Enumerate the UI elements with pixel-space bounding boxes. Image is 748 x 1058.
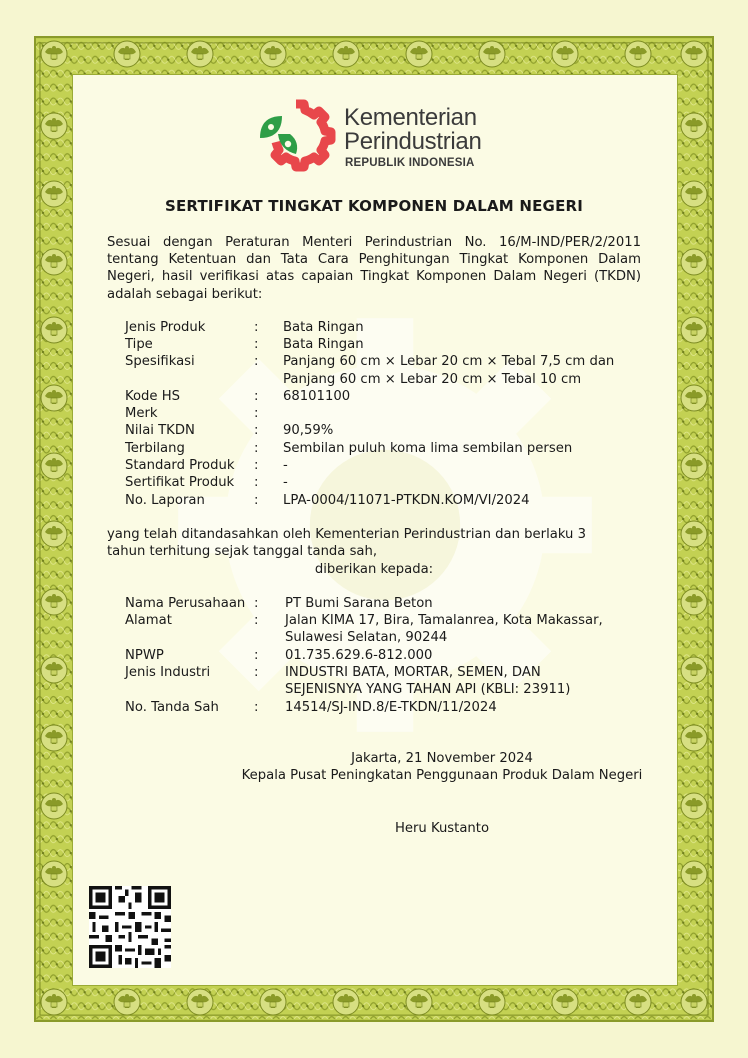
garuda-emblem-icon bbox=[625, 41, 651, 67]
garuda-emblem-icon bbox=[187, 41, 213, 67]
signature-position: Kepala Pusat Peningkatan Penggunaan Produk Dalam Negeri bbox=[241, 768, 643, 783]
garuda-emblem-icon bbox=[681, 317, 707, 343]
value: Bata Ringan bbox=[283, 337, 364, 352]
validity-line-1: yang telah ditandasahkan oleh Kementerian Perindustrian dan berlaku 3 bbox=[107, 527, 586, 542]
garuda-emblem-icon bbox=[406, 41, 432, 67]
label: No. Tanda Sah bbox=[125, 700, 219, 715]
garuda-emblem-icon bbox=[552, 989, 578, 1015]
garuda-emblem-icon bbox=[681, 113, 707, 139]
garuda-emblem-icon bbox=[41, 657, 67, 683]
value: Bata Ringan bbox=[283, 320, 364, 335]
label: Merk bbox=[125, 406, 158, 421]
value: - bbox=[283, 458, 288, 473]
garuda-emblem-icon bbox=[41, 453, 67, 479]
value: Panjang 60 cm × Lebar 20 cm × Tebal 7,5 cm dan bbox=[283, 354, 615, 369]
garuda-emblem-icon bbox=[681, 657, 707, 683]
garuda-emblem-icon bbox=[41, 793, 67, 819]
garuda-emblem-icon bbox=[479, 989, 505, 1015]
garuda-emblem-icon bbox=[187, 989, 213, 1015]
garuda-emblem-icon bbox=[681, 989, 707, 1015]
garuda-emblem-icon bbox=[41, 989, 67, 1015]
colon: : bbox=[254, 665, 259, 680]
garuda-emblem-icon bbox=[681, 589, 707, 615]
value: INDUSTRI BATA, MORTAR, SEMEN, DAN bbox=[285, 665, 541, 680]
garuda-emblem-icon bbox=[41, 589, 67, 615]
value: 01.735.629.6-812.000 bbox=[285, 648, 433, 663]
logo-line-1: Kementerian bbox=[344, 104, 477, 131]
garuda-emblem-icon bbox=[681, 725, 707, 751]
garuda-emblem-icon bbox=[114, 989, 140, 1015]
value: 90,59% bbox=[283, 423, 334, 438]
label: Jenis Produk bbox=[125, 320, 206, 335]
value: 68101100 bbox=[283, 389, 351, 404]
label: NPWP bbox=[125, 648, 164, 663]
garuda-emblem-icon bbox=[41, 725, 67, 751]
intro-paragraph: Sesuai dengan Peraturan Menteri Perindustrian No. 16/M-IND/PER/2/2011 tentang Ketentuan dan Tata Cara Penghitungan Tingkat Komponen Dalam Negeri, hasil verifikasi atas capaian Tingkat Komponen Dalam Negeri (TKDN) adalah sebagai berikut: bbox=[107, 235, 641, 302]
garuda-emblem-icon bbox=[41, 249, 67, 275]
colon: : bbox=[254, 458, 259, 473]
label: No. Laporan bbox=[125, 493, 205, 508]
garuda-emblem-icon bbox=[681, 521, 707, 547]
garuda-emblem-icon bbox=[41, 113, 67, 139]
colon: : bbox=[254, 354, 259, 369]
validity-line-2: tahun terhitung sejak tanggal tanda sah, bbox=[107, 544, 378, 559]
garuda-emblem-icon bbox=[681, 793, 707, 819]
label: Spesifikasi bbox=[125, 354, 195, 369]
garuda-emblem-icon bbox=[681, 861, 707, 887]
label: Nilai TKDN bbox=[125, 423, 195, 438]
garuda-emblem-icon bbox=[681, 249, 707, 275]
signature-name: Heru Kustanto bbox=[394, 821, 490, 836]
label: Kode HS bbox=[125, 389, 181, 404]
gear-logo-icon bbox=[252, 98, 342, 174]
value: 14514/SJ-IND.8/E-TKDN/11/2024 bbox=[285, 700, 497, 715]
value: Panjang 60 cm × Lebar 20 cm × Tebal 10 cm bbox=[283, 372, 582, 387]
ministry-logo bbox=[252, 98, 502, 174]
label: Terbilang bbox=[125, 441, 185, 456]
value: PT Bumi Sarana Beton bbox=[285, 596, 433, 611]
given-to: diberikan kepada: bbox=[314, 562, 434, 577]
logo-line-2: Perindustrian bbox=[344, 128, 482, 155]
colon: : bbox=[254, 596, 259, 611]
garuda-emblem-icon bbox=[681, 453, 707, 479]
garuda-emblem-icon bbox=[333, 989, 359, 1015]
garuda-emblem-icon bbox=[479, 41, 505, 67]
garuda-emblem-icon bbox=[41, 385, 67, 411]
garuda-emblem-icon bbox=[681, 41, 707, 67]
colon: : bbox=[254, 648, 259, 663]
garuda-emblem-icon bbox=[406, 989, 432, 1015]
garuda-emblem-icon bbox=[114, 41, 140, 67]
colon: : bbox=[254, 441, 259, 456]
garuda-emblem-icon bbox=[333, 41, 359, 67]
label: Standard Produk bbox=[125, 458, 235, 473]
colon: : bbox=[254, 493, 259, 508]
colon: : bbox=[254, 320, 259, 335]
value: - bbox=[283, 475, 288, 490]
value: SEJENISNYA YANG TAHAN API (KBLI: 23911) bbox=[285, 682, 571, 697]
value: Sembilan puluh koma lima sembilan persen bbox=[283, 441, 573, 456]
colon: : bbox=[254, 337, 259, 352]
value: Jalan KIMA 17, Bira, Tamalanrea, Kota Makassar, bbox=[285, 613, 603, 628]
certificate-title: SERTIFIKAT TINGKAT KOMPONEN DALAM NEGERI bbox=[164, 197, 584, 215]
garuda-emblem-icon bbox=[41, 861, 67, 887]
garuda-emblem-icon bbox=[41, 317, 67, 343]
colon: : bbox=[254, 700, 259, 715]
value: Sulawesi Selatan, 90244 bbox=[285, 630, 448, 645]
colon: : bbox=[254, 389, 259, 404]
garuda-emblem-icon bbox=[41, 41, 67, 67]
garuda-emblem-icon bbox=[260, 989, 286, 1015]
qr-code-icon bbox=[89, 886, 171, 968]
colon: : bbox=[254, 406, 259, 421]
signature-place-date: Jakarta, 21 November 2024 bbox=[351, 751, 533, 766]
garuda-emblem-icon bbox=[260, 41, 286, 67]
label: Sertifikat Produk bbox=[125, 475, 235, 490]
value: LPA-0004/11071-PTKDN.KOM/VI/2024 bbox=[283, 493, 530, 508]
label: Alamat bbox=[125, 613, 172, 628]
label: Tipe bbox=[125, 337, 153, 352]
label: Jenis Industri bbox=[125, 665, 211, 680]
colon: : bbox=[254, 423, 259, 438]
colon: : bbox=[254, 613, 259, 628]
garuda-emblem-icon bbox=[552, 41, 578, 67]
garuda-emblem-icon bbox=[41, 521, 67, 547]
logo-line-3: REPUBLIK INDONESIA bbox=[345, 157, 475, 169]
colon: : bbox=[254, 475, 259, 490]
label: Nama Perusahaan bbox=[125, 596, 246, 611]
garuda-emblem-icon bbox=[625, 989, 651, 1015]
garuda-emblem-icon bbox=[681, 385, 707, 411]
